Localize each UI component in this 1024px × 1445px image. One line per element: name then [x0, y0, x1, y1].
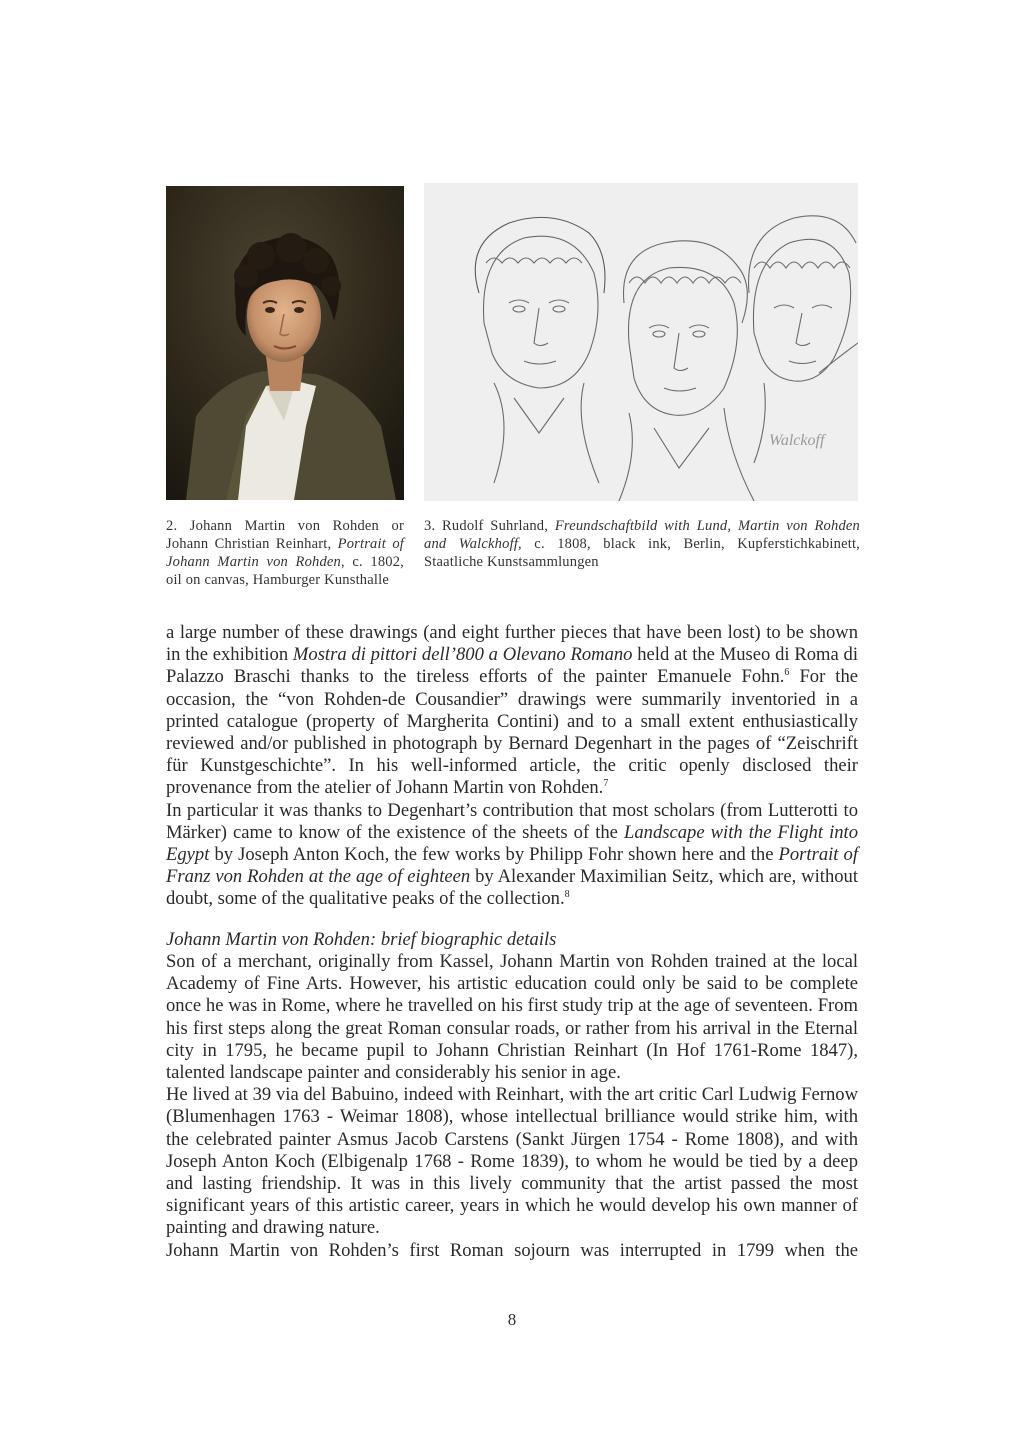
body-text-block-1: [166, 622, 858, 911]
body-text-block-2: [166, 951, 858, 1262]
paragraph-3: Son of a merchant, originally from Kassel, Johann Martin von Rohden trained at the local Academy of Fine Arts. However, his artistic education could only be said to be complete once he was in Rome, where he travelled on his first study trip at the age of seventeen. From his first steps along the great Roman consular roads, or rather from his arrival in the Eternal city in 1795, he became pupil to Johann Christian Reinhart (In Hof 1761-Rome 1847), talented landscape painter and considerably his senior in age.: [166, 951, 858, 1084]
caption-2-lead: 2. Johann Martin von Rohden or Johann Christian Reinhart,: [166, 518, 404, 552]
paragraph-1-text-b: held at the Museo di Roma di Palazzo Braschi thanks to the tireless efforts of the painter Emanuele Fohn.: [166, 644, 858, 688]
section-heading: Johann Martin von Rohden: brief biographic details: [166, 929, 557, 950]
three-heads-drawing-figure: [424, 183, 858, 501]
footnote-ref-6: 6: [784, 667, 790, 679]
paragraph-1-text-a: a large number of these drawings (and eight further pieces that have been lost) to be shown in the exhibition: [166, 622, 858, 666]
portrait-painting-image: [166, 186, 404, 500]
page-number: 8: [507, 1310, 517, 1329]
caption-3-title: Freundschaftbild with Lund, Martin von Rohden and Walckhoff: [424, 518, 860, 552]
paragraph-5: Johann Martin von Rohden’s first Roman sojourn was interrupted in 1799 when the: [166, 1239, 858, 1261]
figure-2-caption: [166, 517, 404, 589]
paragraph-2-text-c: by Alexander Maximilian Seitz, which are, without doubt, some of the qualitative peaks of the collection.: [166, 866, 858, 910]
caption-3-details: , c. 1808, black ink, Berlin, Kupferstichkabinett, Staatliche Kunstsammlungen: [424, 536, 860, 570]
paragraph-2-text-a: In particular it was thanks to Degenhart’s contribution that most scholars (from Lutterotti to Märker) came to know of the existence of the sheets of the: [166, 799, 858, 843]
portrait-painting-figure: [166, 186, 404, 500]
figure-3-caption: [424, 517, 860, 571]
paragraph-1: [166, 622, 858, 800]
caption-2-details: , c. 1802, oil on canvas, Hamburger Kunsthalle: [166, 554, 405, 588]
paragraph-1-text-c: For the occasion, the “von Rohden-de Cousandier” drawings were summarily inventoried in a printed catalogue (property of Margherita Contini) and to a small extent enthusiastically reviewed and/or published in photograph by Bernard Degenhart in the pages of “Zeischrift für Kunstgeschichte”. In his well-informed article, the critic openly disclosed their provenance from the atelier of Johann Martin von Rohden.: [166, 666, 858, 799]
caption-3-lead: 3. Rudolf Suhrland,: [424, 518, 555, 534]
artwork-title-portrait: Portrait of Franz von Rohden at the age of eighteen: [166, 844, 858, 888]
paragraph-4: He lived at 39 via del Babuino, indeed with Reinhart, with the art critic Carl Ludwig Fernow (Blumenhagen 1763 - Weimar 1808), whose intellectual brilliance would strike him, with the celebrated painter Asmus Jacob Carstens (Sankt Jürgen 1754 - Rome 1808), and with Joseph Anton Koch (Elbigenalp 1768 - Rome 1839), to whom he would be tied by a deep and lasting friendship. It was in this lively community that the artist passed the most significant years of this artistic career, years in which he would develop his own manner of painting and drawing nature.: [166, 1084, 858, 1239]
footnote-ref-7: 7: [603, 778, 609, 790]
footnote-ref-8: 8: [564, 889, 570, 901]
three-heads-drawing-image: [424, 183, 858, 501]
paragraph-2: [166, 800, 858, 911]
exhibition-title: Mostra di pittori dell’800 a Olevano Romano: [292, 644, 633, 666]
drawing-signature: Walckoff: [769, 432, 825, 449]
artwork-title-landscape: Landscape with the Flight into Egypt: [166, 821, 858, 866]
paragraph-2-text-b: by Joseph Anton Koch, the few works by Philipp Fohr shown here and the: [209, 844, 779, 866]
caption-2-title: Portrait of Johann Martin von Rohden: [166, 536, 404, 570]
